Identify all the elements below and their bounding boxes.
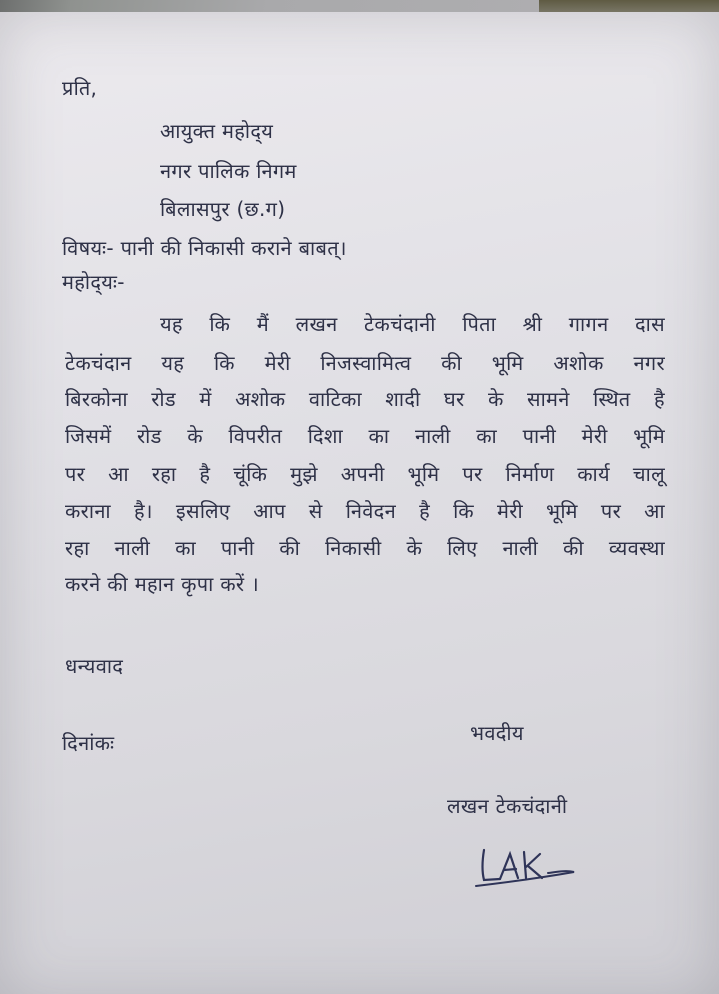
body-word: भूमि: [491, 351, 524, 375]
body-word: के: [187, 424, 203, 448]
body-word: है: [199, 462, 211, 486]
body-line-1: [160, 310, 665, 337]
body-word: टेकचंदानी: [364, 312, 436, 336]
body-word: मेरी: [264, 351, 291, 375]
body-word: चूंकि: [233, 462, 268, 486]
body-word: के: [406, 536, 423, 560]
body-line-2: [65, 349, 665, 376]
letter-paper: [0, 12, 719, 994]
body-line-4: [65, 422, 665, 449]
body-word: नाली: [414, 424, 451, 448]
body-word: आ: [108, 462, 129, 486]
body-word: आप: [253, 499, 286, 523]
body-word: अशोक: [553, 351, 604, 375]
body-word: नाली: [502, 536, 539, 560]
addressee-line-1: आयुक्त महोद्‌य: [160, 119, 274, 143]
body-word: रोड: [151, 387, 176, 411]
body-word: निवेदन: [345, 499, 397, 523]
body-word: घर: [443, 387, 465, 411]
body-word: की: [441, 351, 462, 375]
body-word: कि: [209, 312, 231, 336]
body-word: पर: [462, 462, 483, 486]
body-line-5: [65, 460, 665, 487]
body-word: मेरी: [497, 499, 523, 523]
body-word: की: [279, 536, 301, 560]
body-word: अशोक: [235, 387, 286, 411]
sender-name: लखन टेकचंदानी: [447, 794, 568, 818]
body-word: यह: [161, 351, 185, 375]
body-word: जिसमें: [65, 424, 112, 448]
body-word: यह: [160, 312, 183, 336]
body-word: शादी: [385, 387, 421, 411]
subject-line: विषयः- पानी की निकासी कराने बाबत्।: [62, 236, 347, 260]
thanks-text: धन्यवाद: [65, 654, 124, 678]
body-word: विपरीत: [228, 424, 283, 448]
body-word: निजस्वामित्व: [320, 351, 412, 375]
body-word: चालू: [632, 462, 665, 486]
body-word: पानी: [220, 536, 255, 560]
body-word: श्री: [522, 312, 543, 336]
body-word: मुझे: [290, 462, 318, 486]
body-word: पर: [600, 499, 622, 523]
body-line-6: [65, 497, 665, 524]
body-word: मैं: [256, 312, 270, 336]
body-word: के: [487, 387, 504, 411]
body-word: व्यवस्था: [608, 536, 665, 560]
signature: [470, 842, 580, 892]
date-label: दिनांकः: [62, 731, 115, 755]
body-word: पानी: [522, 424, 557, 448]
body-word: भूमि: [407, 462, 440, 486]
addressee-line-2: नगर पालिक निगम: [160, 159, 297, 183]
body-word: लखन: [295, 312, 338, 336]
body-word: लिए: [447, 536, 478, 560]
body-word: सामने: [527, 387, 570, 411]
body-word: बिरकोना: [65, 387, 128, 411]
body-word: है।: [133, 499, 153, 523]
body-word: दास: [635, 312, 665, 336]
body-word: पिता: [462, 312, 497, 336]
body-word: है: [419, 499, 431, 523]
body-word: में: [199, 387, 212, 411]
body-word: नाली: [114, 536, 151, 560]
body-word: का: [476, 424, 498, 448]
body-word: टेकचंदान: [65, 351, 132, 375]
body-word: आ: [644, 499, 665, 523]
body-word: भूमि: [546, 499, 578, 523]
body-word: का: [175, 536, 196, 560]
body-word: नगर: [633, 351, 665, 375]
body-word: भूमि: [633, 424, 665, 448]
body-word: इसलिए: [175, 499, 231, 523]
body-word: वाटिका: [308, 387, 362, 411]
greeting: महोद्‌यः-: [62, 270, 125, 294]
closing-text: भवदीय: [470, 721, 524, 745]
body-word: स्थित: [593, 387, 631, 411]
body-word: से: [308, 499, 323, 523]
addressee-line-3: बिलासपुर (छ.ग): [160, 197, 286, 221]
body-word: की: [563, 536, 584, 560]
body-word: पर: [65, 462, 86, 486]
body-word: कि: [453, 499, 474, 523]
body-word: निकासी: [325, 536, 382, 560]
body-word: का: [368, 424, 390, 448]
body-word: अपनी: [340, 462, 385, 486]
body-word: निर्माण: [505, 462, 555, 486]
body-word: मेरी: [581, 424, 608, 448]
body-word: दिशा: [307, 424, 343, 448]
body-word: गागन: [568, 312, 609, 336]
body-line-3: [65, 385, 665, 412]
salutation-to: प्रति,: [62, 76, 98, 100]
body-word: कि: [214, 351, 235, 375]
body-word: कार्य: [577, 462, 610, 486]
body-word: रोड: [137, 424, 162, 448]
body-word: रहा: [65, 536, 90, 560]
body-line-8: करने की महान कृपा करें ।: [65, 572, 259, 596]
body-word: है: [653, 387, 665, 411]
body-word: कराना: [65, 499, 111, 523]
body-word: रहा: [151, 462, 177, 486]
body-line-7: [65, 534, 665, 561]
